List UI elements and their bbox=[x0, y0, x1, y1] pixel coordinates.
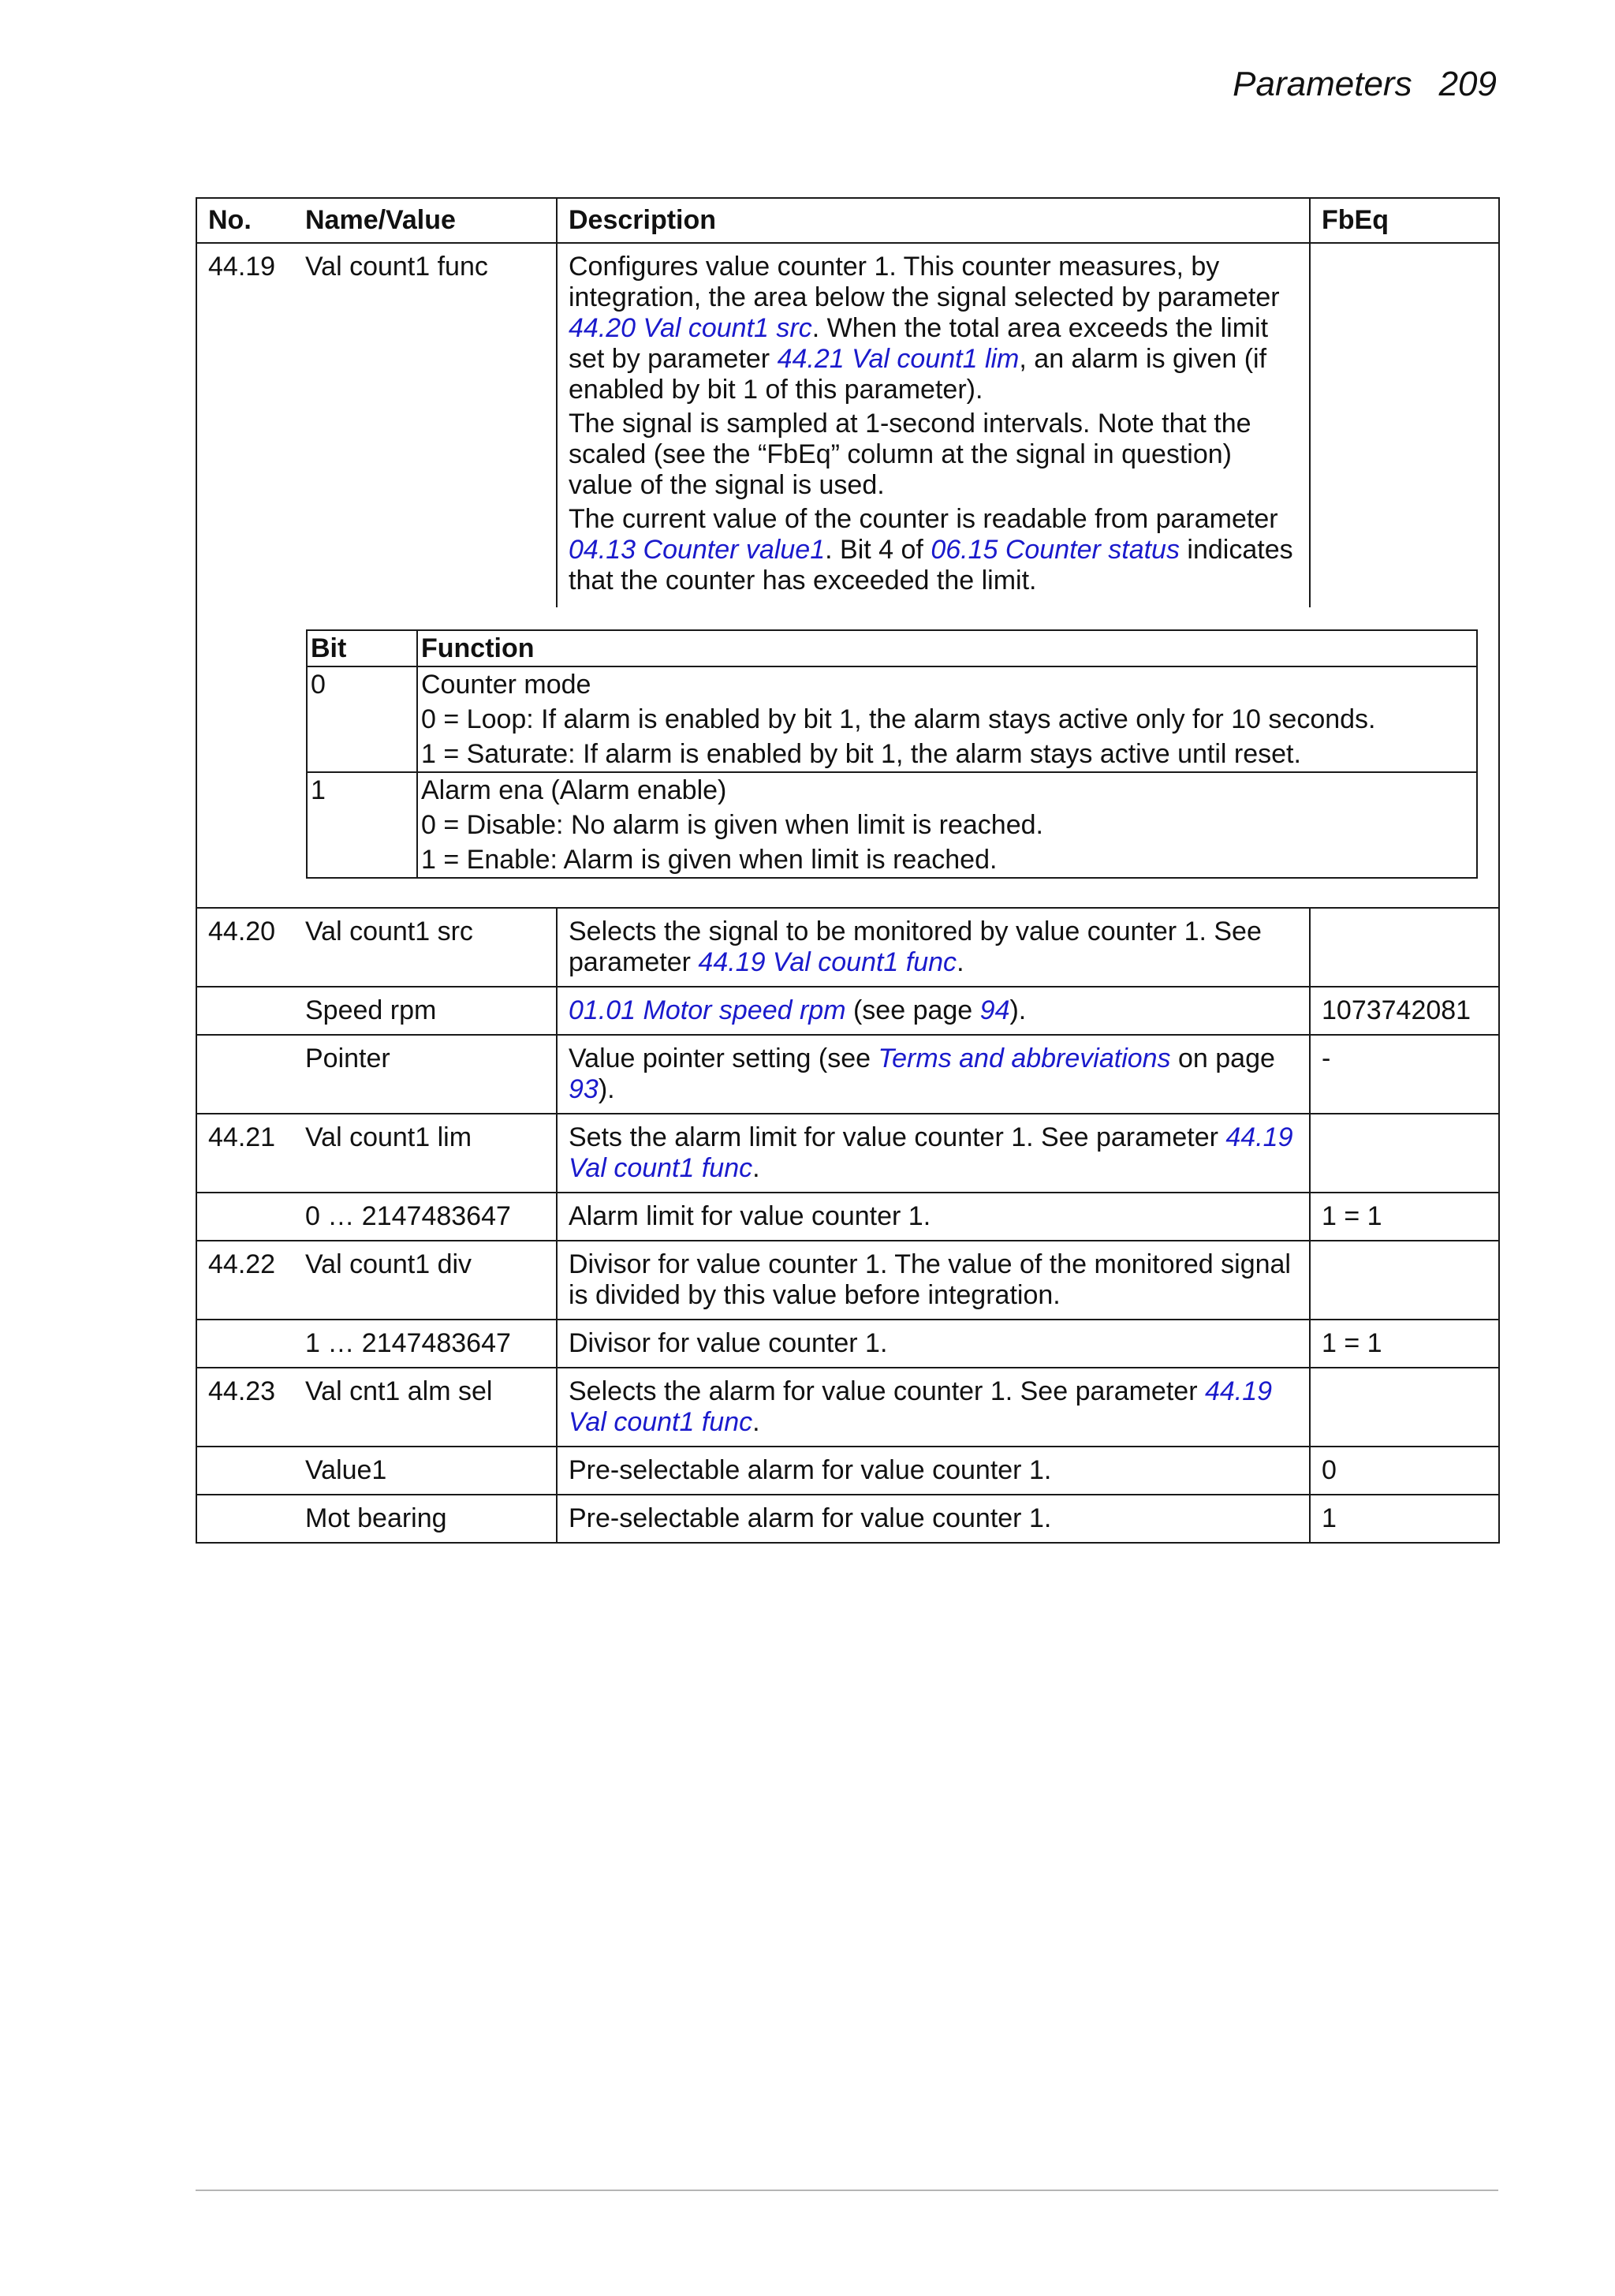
value-row bbox=[196, 1320, 1499, 1368]
param-description: Selects the signal to be monitored by value counter 1. See parameter 44.19 Val count1 func. bbox=[557, 908, 1310, 987]
value-fbeq: 1 = 1 bbox=[1310, 1193, 1499, 1241]
param-fbeq bbox=[1310, 243, 1499, 607]
param-link[interactable]: 06.15 Counter status bbox=[931, 535, 1180, 565]
param-fbeq bbox=[1310, 1114, 1499, 1193]
param-link[interactable]: 44.19 Val count1 func bbox=[698, 947, 957, 977]
param-name: Val count1 func bbox=[294, 243, 557, 607]
value-fbeq: 1 = 1 bbox=[1310, 1320, 1499, 1368]
param-fbeq bbox=[1310, 1241, 1499, 1320]
param-name: Val count1 lim bbox=[294, 1114, 557, 1193]
value-row bbox=[196, 987, 1499, 1035]
bit-table-header bbox=[307, 630, 1477, 666]
param-name: Val count1 div bbox=[294, 1241, 557, 1320]
value-row bbox=[196, 1193, 1499, 1241]
param-number: 44.20 bbox=[196, 908, 294, 987]
value-name: 0 … 2147483647 bbox=[294, 1193, 557, 1241]
page-link[interactable]: 93 bbox=[569, 1074, 599, 1104]
param-number: 44.19 bbox=[196, 243, 294, 607]
value-name: Pointer bbox=[294, 1035, 557, 1114]
param-number: 44.21 bbox=[196, 1114, 294, 1193]
param-number: 44.23 bbox=[196, 1368, 294, 1447]
footer-divider bbox=[196, 2190, 1498, 2191]
value-fbeq: 1 bbox=[1310, 1495, 1499, 1543]
value-row bbox=[196, 1495, 1499, 1543]
col-header-name: Name/Value bbox=[294, 198, 557, 243]
bit-row bbox=[307, 666, 1477, 772]
col-header-no: No. bbox=[196, 198, 294, 243]
param-row-44-23 bbox=[196, 1368, 1499, 1447]
param-row-44-20 bbox=[196, 908, 1499, 987]
value-description: 01.01 Motor speed rpm (see page 94). bbox=[557, 987, 1310, 1035]
param-description: Selects the alarm for value counter 1. See parameter 44.19 Val count1 func. bbox=[557, 1368, 1310, 1447]
section-link[interactable]: Terms and abbreviations bbox=[878, 1043, 1171, 1073]
table-header-row bbox=[196, 198, 1499, 243]
param-link[interactable]: 04.13 Counter value1 bbox=[569, 535, 826, 565]
value-description: Value pointer setting (see Terms and abbreviations on page 93). bbox=[557, 1035, 1310, 1114]
param-row-44-22 bbox=[196, 1241, 1499, 1320]
section-title: Parameters bbox=[1233, 65, 1412, 103]
bit-table-row bbox=[196, 607, 1499, 908]
param-name: Val cnt1 alm sel bbox=[294, 1368, 557, 1447]
value-fbeq: - bbox=[1310, 1035, 1499, 1114]
param-fbeq bbox=[1310, 1368, 1499, 1447]
bit-function: Alarm ena (Alarm enable) 0 = Disable: No alarm is given when limit is reached. 1 = Enable: Alarm is given when limit is reached. bbox=[417, 772, 1477, 878]
param-link[interactable]: 44.19 Val count1 func bbox=[569, 1376, 1273, 1437]
param-row-44-21 bbox=[196, 1114, 1499, 1193]
function-col-header: Function bbox=[417, 630, 1477, 666]
value-row bbox=[196, 1447, 1499, 1495]
bit-function: Counter mode 0 = Loop: If alarm is enabled by bit 1, the alarm stays active only for 10 seconds. 1 = Saturate: If alarm is enabled by bit 1, the alarm stays active until reset. bbox=[417, 666, 1477, 772]
value-description: Alarm limit for value counter 1. bbox=[557, 1193, 1310, 1241]
value-name: 1 … 2147483647 bbox=[294, 1320, 557, 1368]
bit-number: 0 bbox=[307, 666, 417, 772]
page-header bbox=[1233, 65, 1497, 104]
page-link[interactable]: 94 bbox=[979, 995, 1010, 1025]
value-description: Divisor for value counter 1. bbox=[557, 1320, 1310, 1368]
bit-table bbox=[306, 629, 1478, 879]
value-name: Value1 bbox=[294, 1447, 557, 1495]
value-name: Speed rpm bbox=[294, 987, 557, 1035]
value-row bbox=[196, 1035, 1499, 1114]
page-number: 209 bbox=[1438, 65, 1497, 103]
bit-row bbox=[307, 772, 1477, 878]
param-number: 44.22 bbox=[196, 1241, 294, 1320]
bit-col-header: Bit bbox=[307, 630, 417, 666]
value-name: Mot bearing bbox=[294, 1495, 557, 1543]
value-description: Pre-selectable alarm for value counter 1. bbox=[557, 1447, 1310, 1495]
param-link[interactable]: 01.01 Motor speed rpm bbox=[569, 995, 846, 1025]
value-fbeq: 1073742081 bbox=[1310, 987, 1499, 1035]
value-fbeq: 0 bbox=[1310, 1447, 1499, 1495]
param-fbeq bbox=[1310, 908, 1499, 987]
col-header-description: Description bbox=[557, 198, 1310, 243]
param-name: Val count1 src bbox=[294, 908, 557, 987]
col-header-fbeq: FbEq bbox=[1310, 198, 1499, 243]
param-description: Divisor for value counter 1. The value of the monitored signal is divided by this value before integration. bbox=[557, 1241, 1310, 1320]
param-link[interactable]: 44.21 Val count1 lim bbox=[777, 344, 1020, 374]
param-link[interactable]: 44.19 Val count1 func bbox=[569, 1122, 1293, 1183]
value-description: Pre-selectable alarm for value counter 1. bbox=[557, 1495, 1310, 1543]
param-description: Configures value counter 1. This counter measures, by integration, the area below the signal selected by parameter 44.20 Val count1 src. When the total area exceeds the limit set by parameter 44.21 Val count1 lim, an alarm is given (if enabled by bit 1 of this parameter). The signal is sampled at 1-second intervals. Note that the scaled (see the “FbEq” column at the signal in question) value of the signal is used. The current value of the counter is readable from parameter 04.13 Counter value1. Bit 4 of 06.15 Counter status indicates that the counter has exceeded the limit. bbox=[557, 243, 1310, 607]
bit-number: 1 bbox=[307, 772, 417, 878]
param-description: Sets the alarm limit for value counter 1. See parameter 44.19 Val count1 func. bbox=[557, 1114, 1310, 1193]
param-link[interactable]: 44.20 Val count1 src bbox=[569, 313, 812, 343]
param-row-44-19 bbox=[196, 243, 1499, 607]
parameter-table bbox=[196, 197, 1500, 1544]
